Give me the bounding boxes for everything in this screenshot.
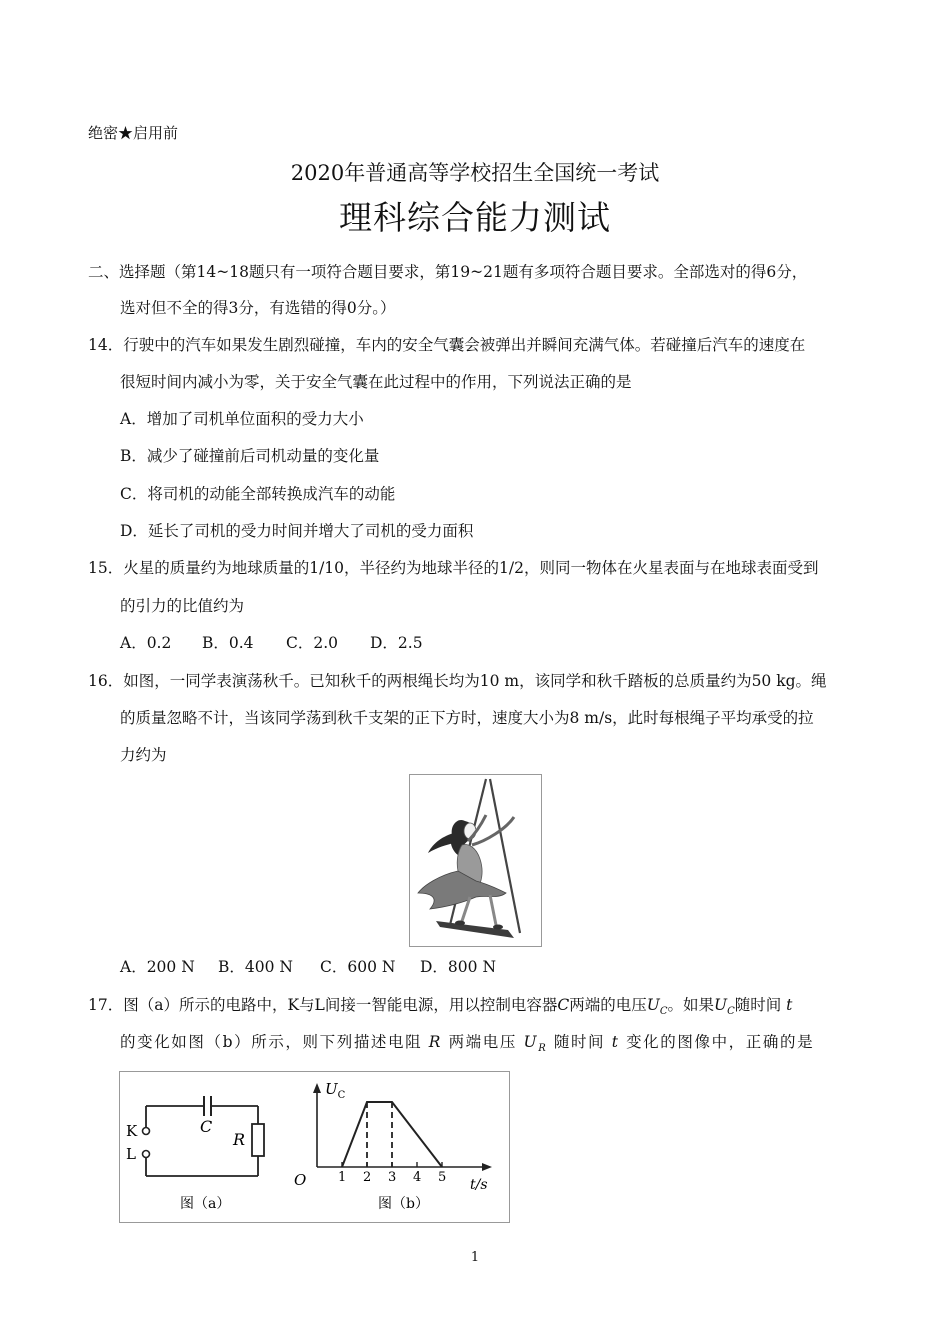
terminal-l xyxy=(143,1151,150,1158)
label-k: K xyxy=(126,1122,138,1140)
q17-text-3: 。如果 xyxy=(667,996,714,1014)
q17-t2-symbol: t xyxy=(611,1033,620,1051)
resistor-symbol xyxy=(252,1124,264,1156)
q14-option-b: B．减少了碰撞前后司机动量的变化量 xyxy=(120,447,380,465)
q17-uc2-subscript: C xyxy=(727,1006,735,1018)
q17-uc-subscript: C xyxy=(659,1006,668,1018)
q15-stem-line2: 的引力的比值约为 xyxy=(120,597,245,615)
q16-stem-line2: 的质量忽略不计，当该同学荡到秋千支架的正下方时，速度大小为8 m/s，此时每根绳子平均承受的拉 xyxy=(120,709,814,727)
q16-option-d: D．800 N xyxy=(420,958,497,976)
section-instructions-line2: 选对但不全的得3分，有选错的得0分。） xyxy=(120,299,396,317)
q14-option-c: C．将司机的动能全部转换成汽车的动能 xyxy=(120,485,396,503)
y-axis-label: $U_C$ xyxy=(325,1080,346,1101)
q14-stem-line1: 14．行驶中的汽车如果发生剧烈碰撞，车内的安全气囊会被弹出并瞬间充满气体。若碰撞后汽车的速度在 xyxy=(88,336,806,354)
x-tick-label-5: 5 xyxy=(438,1170,447,1185)
confidential-label: 绝密★启用前 xyxy=(88,124,179,142)
exam-title: 2020年普通高等学校招生全国统一考试 xyxy=(290,161,660,185)
label-r: R xyxy=(233,1130,246,1149)
q17-t-symbol: t xyxy=(786,996,793,1014)
exam-subtitle: 理科综合能力测试 xyxy=(339,198,611,237)
q17-capacitor-symbol: C xyxy=(557,996,570,1014)
q17-text-2: 两端的电压 xyxy=(569,996,647,1014)
q16-stem-line3: 力约为 xyxy=(120,746,167,764)
q17-stem-line1 xyxy=(88,995,792,1022)
q15-option-d: D．2.5 xyxy=(370,634,423,652)
q17-figure-box xyxy=(119,1071,510,1223)
terminal-k xyxy=(143,1128,150,1135)
swing-illustration xyxy=(409,774,542,947)
section-instructions-line1: 二、选择题（第14~18题只有一项符合题目要求，第19~21题有多项符合题目要求。全部选对的得6分， xyxy=(88,263,808,281)
q17-uc2-symbol: U xyxy=(713,996,728,1014)
q17-r-symbol: R xyxy=(428,1033,443,1051)
x-axis-label: t/s xyxy=(470,1177,488,1193)
caption-b: 图（b） xyxy=(378,1196,429,1212)
q17-stem-line2 xyxy=(120,1032,814,1059)
q17-text-4: 随时间 xyxy=(734,996,782,1014)
q17-text-1: 17．图（a）所示的电路中，K与L间接一智能电源，用以控制电容器 xyxy=(88,996,558,1014)
q16-option-a: A．200 N xyxy=(120,958,195,976)
x-tick-label-1: 1 xyxy=(338,1170,347,1185)
q17-ur-symbol: U xyxy=(523,1033,539,1051)
q17-ur-subscript: R xyxy=(538,1043,548,1055)
x-tick-label-4: 4 xyxy=(413,1170,422,1185)
q14-option-a: A．增加了司机单位面积的受力大小 xyxy=(120,410,364,428)
q17-text-5: 的变化如图（b）所示，则下列描述电阻 xyxy=(120,1033,423,1051)
q16-option-b: B．400 N xyxy=(218,958,293,976)
q14-stem-line2: 很短时间内减小为零，关于安全气囊在此过程中的作用，下列说法正确的是 xyxy=(120,373,632,391)
caption-a: 图（a） xyxy=(180,1196,231,1212)
label-l: L xyxy=(126,1145,136,1163)
label-c: C xyxy=(200,1117,213,1136)
q15-option-a: A．0.2 xyxy=(120,634,172,652)
q17-text-7: 随时间 xyxy=(553,1033,606,1051)
x-tick-label-3: 3 xyxy=(388,1170,397,1185)
q15-option-b: B．0.4 xyxy=(202,634,254,652)
q17-uc-symbol: U xyxy=(646,996,660,1014)
q15-stem-line1: 15．火星的质量约为地球质量的1/10，半径约为地球半径的1/2，则同一物体在火星表面与在地球表面受到 xyxy=(88,559,819,577)
x-tick-label-2: 2 xyxy=(363,1170,372,1185)
uc-time-graph xyxy=(294,1080,492,1212)
q14-option-d: D．延长了司机的受力时间并增大了司机的受力面积 xyxy=(120,522,474,540)
q15-option-c: C．2.0 xyxy=(286,634,339,652)
y-axis-arrow xyxy=(313,1083,321,1093)
q17-text-6: 两端电压 xyxy=(448,1033,517,1051)
origin-label: O xyxy=(294,1171,307,1189)
x-axis-arrow xyxy=(482,1163,492,1171)
page-number: 1 xyxy=(470,1250,480,1265)
circuit-diagram xyxy=(126,1096,264,1212)
q17-text-8: 变化的图像中，正确的是 xyxy=(626,1033,815,1051)
q16-stem-line1: 16．如图，一同学表演荡秋千。已知秋千的两根绳长均为10 m，该同学和秋千踏板的总质量约为50 kg。绳 xyxy=(88,672,827,690)
q16-option-c: C．600 N xyxy=(320,958,396,976)
